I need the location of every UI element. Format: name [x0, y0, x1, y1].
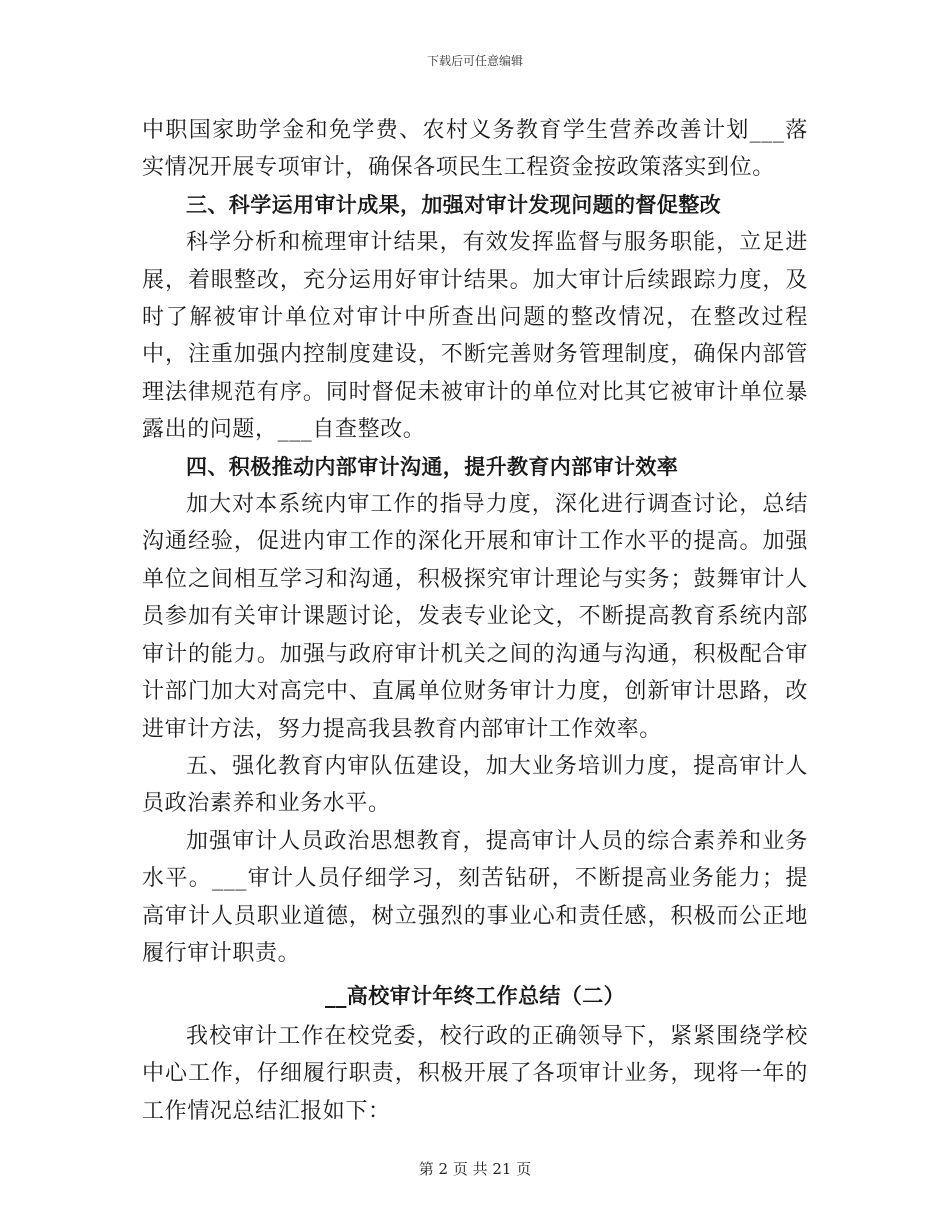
paragraph-1: 中职国家助学金和免学费、农村义务教育学生营养改善计划___落实情况开展专项审计，确保各项民生工程资金按政策落实到位。 — [142, 118, 808, 181]
document-body — [142, 112, 808, 1130]
page-number: 第 2 页 共 21 页 — [418, 1160, 532, 1178]
page-header-note: 下载后可任意编辑 — [426, 54, 523, 68]
paragraph-5: 加强审计人员政治思想教育，提高审计人员的综合素养和业务水平。___审计人员仔细学习，刻苦钻研，不断提高业务能力；提高审计人员职业道德，树立强烈的事业心和责任感，积极而公正地履行审计职责。 — [142, 828, 808, 966]
paragraph-3: 加大对本系统内审工作的指导力度，深化进行调查讨论，总结沟通经验，促进内审工作的深化开展和审计工作水平的提高。加强单位之间相互学习和沟通，积极探究审计理论与实务；鼓舞审计人员参加有关审计课题讨论，发表专业论文，不断提高教育系统内部审计的能力。加强与政府审计机关之间的沟通与沟通，积极配合审计部门加大对高完中、直属单位财务审计力度，创新审计思路，改进审计方法，努力提高我县教育内部审计工作效率。 — [142, 492, 808, 742]
section-title: __高校审计年终工作总结（二） — [325, 984, 625, 1009]
heading-section-4: 四、积极推动内部审计沟通，提升教育内部审计效率 — [186, 454, 679, 479]
paragraph-4: 五、强化教育内审队伍建设，加大业务培训力度，提高审计人员政治素养和业务水平。 — [142, 753, 808, 817]
heading-section-3: 三、科学运用审计成果，加强对审计发现问题的督促整改 — [186, 192, 721, 217]
paragraph-6: 我校审计工作在校党委，校行政的正确领导下，紧紧围绕学校中心工作，仔细履行职责，积极开展了各项审计业务，现将一年的工作情况总结汇报如下： — [142, 1023, 808, 1124]
paragraph-2: 科学分析和梳理审计结果，有效发挥监督与服务职能，立足进展，着眼整改，充分运用好审计结果。加大审计后续跟踪力度，及时了解被审计单位对审计中所查出问题的整改情况，在整改过程中，注重加强内控制度建设，不断完善财务管理制度，确保内部管理法律规范有序。同时督促未被审计的单位对比其它被审计单位暴露出的问题，___自查整改。 — [142, 230, 808, 443]
